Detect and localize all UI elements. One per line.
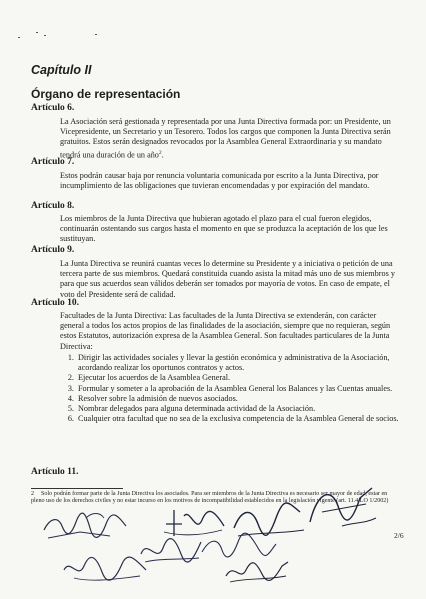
article-text: La Junta Directiva se reunirá cuantas veces lo determine su Presidente y a iniciativa o petición de una tercera parte de sus miembros. Quedará constituida cuando asista la mitad más uno de sus miembros y para que sus acuerdos sean válidos deberán ser tomados por mayoría de votos. En caso de empate, el voto del Presidente será de calidad. (60, 259, 395, 299)
article-6-text: La Asociación será gestionada y representada por una Junta Directiva formada por: un Presidente, un Vicepresidente, un Secretario y un Tesorero. Todos los cargos que componen la Junta Directiva serán gratuitos. Estos serán designados revocados por la Asamblea General Extraordinaria y su mandato tendrá una duración de un año (60, 117, 391, 160)
list-item: 5. Nombrar delegados para alguna determinada actividad de la Asociación. (76, 404, 411, 414)
list-item: 3. Formular y someter a la aprobación de la Asamblea General los Balances y las Cuentas anuales. (76, 384, 411, 394)
article-text: Estos podrán causar baja por renuncia voluntaria comunicada por escrito a la Junta Directiva, por incumplimiento de las obligaciones que tuvieran encomendadas y por expiración del mandato. (60, 171, 379, 191)
article-6-text-end: . (161, 150, 164, 160)
list-item: 1. Dirigir las actividades sociales y llevar la gestión económica y administrativa de la Asociación, acordando realizar los oportunos contratos y actos. (76, 353, 411, 373)
signature (40, 508, 130, 548)
faculties-list (60, 353, 411, 424)
scan-speck (18, 37, 20, 38)
footnote-number: 2 (31, 491, 35, 497)
article-text: Facultades de la Junta Directiva: Las facultades de la Junta Directiva se extenderán, con carácter general a todos los actos propios de las finalidades de la asociación, siempre que no requieran, según estos Estatutos, autorización expresa de la Asamblea General. Son facultades particulares de la Junta Directiva: (60, 311, 391, 351)
scan-speck (44, 35, 46, 36)
footnote-reference: 2 (158, 149, 162, 156)
article-title: Artículo 7. (31, 157, 75, 167)
footnote-text: Solo podrán formar parte de la Junta Directiva los asociados. Para ser miembros de la Junta Directiva es necesario ser mayor de edad, estar en pleno uso de los derechos civiles y no estar incurso en los motivos de incompatibilidad establecidos en la legislación vigente (art. 11.4.LO 1/2002) (31, 491, 389, 505)
chapter-heading: Capítulo II (31, 63, 92, 77)
list-item: 2. Ejecutar los acuerdos de la Asamblea General. (76, 373, 411, 383)
signature (302, 482, 382, 534)
list-item: 4. Resolver sobre la admisión de nuevos asociados. (76, 394, 411, 404)
article-title: Artículo 11. (31, 467, 79, 477)
section-heading: Órgano de representación (31, 87, 181, 101)
list-item: 6. Cualquier otra facultad que no sea de la exclusiva competencia de la Asamblea General de socios. (76, 414, 411, 424)
article-title: Artículo 6. (31, 103, 75, 113)
article-text (60, 117, 395, 161)
footnote-divider (31, 488, 123, 489)
article-title: Artículo 8. (31, 201, 75, 211)
scan-speck (36, 32, 38, 33)
article-title: Artículo 10. (31, 298, 80, 308)
signature (222, 556, 292, 588)
page-number: 2/6 (394, 531, 404, 540)
scan-speck (95, 34, 97, 35)
signature (60, 552, 150, 584)
article-title: Artículo 9. (31, 245, 75, 255)
article-text: Los miembros de la Junta Directiva que hubieran agotado el plazo para el cual fueron elegidos, continuarán ostentando sus cargos hasta el momento en que se produzca la aceptación de los que les sustituyan. (60, 214, 388, 244)
